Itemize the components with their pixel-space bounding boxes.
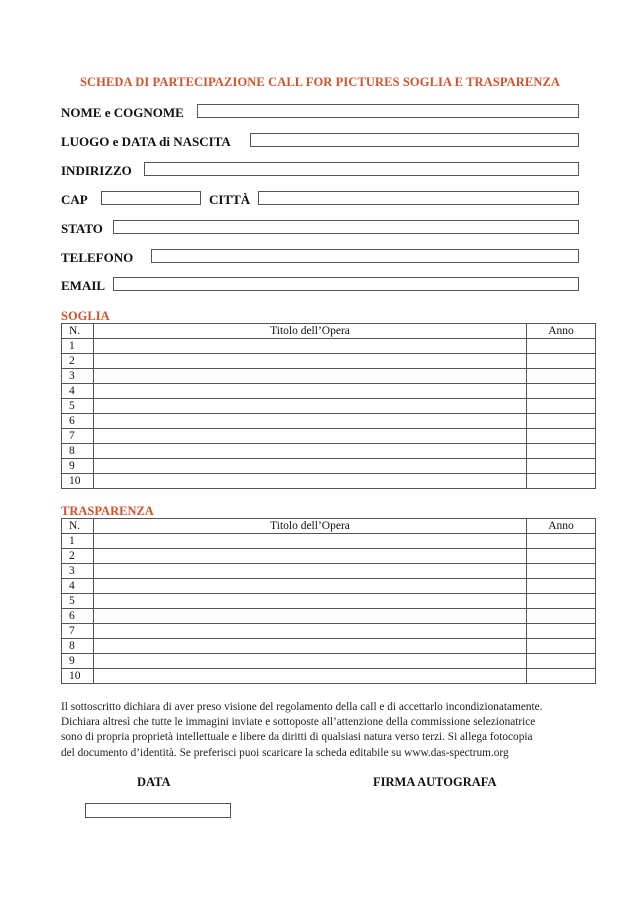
address-row — [61, 162, 579, 179]
year-cell[interactable] — [527, 594, 596, 609]
year-cell[interactable] — [527, 429, 596, 444]
title-cell[interactable] — [94, 594, 527, 609]
birth-row — [61, 133, 579, 150]
table-row — [62, 429, 596, 444]
title-cell[interactable] — [94, 579, 527, 594]
row-number: 10 — [62, 669, 94, 684]
row-number: 4 — [62, 384, 94, 399]
year-cell[interactable] — [527, 414, 596, 429]
phone-input[interactable] — [151, 249, 579, 263]
state-input[interactable] — [113, 220, 579, 234]
address-input[interactable] — [144, 162, 579, 176]
address-label: INDIRIZZO — [61, 163, 132, 178]
row-number: 2 — [62, 549, 94, 564]
phone-row — [61, 249, 579, 266]
table-row — [62, 549, 596, 564]
title-cell[interactable] — [94, 429, 527, 444]
year-cell[interactable] — [527, 609, 596, 624]
year-cell[interactable] — [527, 549, 596, 564]
year-cell[interactable] — [527, 624, 596, 639]
state-label: STATO — [61, 221, 103, 236]
title-cell[interactable] — [94, 414, 527, 429]
title-cell[interactable] — [94, 339, 527, 354]
title-cell[interactable] — [94, 549, 527, 564]
row-number: 8 — [62, 639, 94, 654]
table-row — [62, 624, 596, 639]
row-number: 2 — [62, 354, 94, 369]
table-row — [62, 369, 596, 384]
year-cell[interactable] — [527, 444, 596, 459]
table-row — [62, 444, 596, 459]
row-number: 7 — [62, 429, 94, 444]
table-row — [62, 399, 596, 414]
year-cell[interactable] — [527, 639, 596, 654]
row-number: 6 — [62, 609, 94, 624]
table-row — [62, 639, 596, 654]
row-number: 4 — [62, 579, 94, 594]
title-cell[interactable] — [94, 369, 527, 384]
email-input[interactable] — [113, 277, 579, 291]
declaration-line: Dichiara altresì che tutte le immagini inviate e sottoposte all’attenzione della commissione selezionatrice — [61, 716, 536, 729]
year-cell[interactable] — [527, 339, 596, 354]
table-row — [62, 579, 596, 594]
row-number: 5 — [62, 594, 94, 609]
title-cell[interactable] — [94, 639, 527, 654]
title-cell[interactable] — [94, 444, 527, 459]
year-cell[interactable] — [527, 399, 596, 414]
trasparenza-heading: TRASPARENZA — [61, 504, 154, 518]
title-cell[interactable] — [94, 354, 527, 369]
table-row — [62, 669, 596, 684]
year-cell[interactable] — [527, 384, 596, 399]
column-header-title: Titolo dell’Opera — [94, 324, 527, 339]
declaration-line: del documento d’identità. Se preferisci puoi scaricare la scheda editabile su www.das-spectrum.org — [61, 746, 509, 759]
trasparenza-table — [61, 518, 596, 684]
table-header-row — [62, 519, 596, 534]
form-title: SCHEDA DI PARTECIPAZIONE CALL FOR PICTURES SOGLIA E TRASPARENZA — [79, 75, 561, 89]
title-cell[interactable] — [94, 624, 527, 639]
email-label: EMAIL — [61, 278, 106, 293]
title-cell[interactable] — [94, 669, 527, 684]
column-header-year: Anno — [527, 324, 596, 339]
row-number: 9 — [62, 459, 94, 474]
cap-city-row — [61, 191, 579, 208]
city-input[interactable] — [258, 191, 579, 205]
birth-input[interactable] — [250, 133, 579, 147]
city-label: CITTÀ — [209, 192, 251, 207]
column-header-year: Anno — [527, 519, 596, 534]
column-header-number: N. — [62, 324, 94, 339]
date-label: DATA — [137, 775, 171, 789]
table-row — [62, 354, 596, 369]
row-number: 1 — [62, 534, 94, 549]
row-number: 8 — [62, 444, 94, 459]
signature-label: FIRMA AUTOGRAFA — [373, 775, 497, 789]
year-cell[interactable] — [527, 354, 596, 369]
year-cell[interactable] — [527, 669, 596, 684]
name-row — [61, 104, 579, 121]
table-row — [62, 609, 596, 624]
declaration-text — [61, 700, 601, 761]
declaration-line: sono di propria proprietà intellettuale e libere da diritti di qualsiasi natura verso terzi. Si allega fotocopia — [61, 731, 533, 744]
title-cell[interactable] — [94, 564, 527, 579]
row-number: 9 — [62, 654, 94, 669]
name-input[interactable] — [197, 104, 579, 118]
year-cell[interactable] — [527, 459, 596, 474]
title-cell[interactable] — [94, 654, 527, 669]
row-number: 3 — [62, 564, 94, 579]
table-row — [62, 654, 596, 669]
title-cell[interactable] — [94, 384, 527, 399]
table-row — [62, 594, 596, 609]
state-row — [61, 220, 579, 237]
row-number: 7 — [62, 624, 94, 639]
date-input[interactable] — [85, 803, 231, 818]
declaration-line: Il sottoscritto dichiara di aver preso visione del regolamento della call e di accettarlo incondizionatamente. — [61, 701, 543, 713]
table-row — [62, 459, 596, 474]
title-cell[interactable] — [94, 459, 527, 474]
year-cell[interactable] — [527, 474, 596, 489]
phone-label: TELEFONO — [61, 250, 134, 265]
email-row — [61, 277, 579, 294]
year-cell[interactable] — [527, 579, 596, 594]
soglia-heading: SOGLIA — [61, 309, 110, 323]
table-row — [62, 414, 596, 429]
table-header-row — [62, 324, 596, 339]
year-cell[interactable] — [527, 534, 596, 549]
cap-input[interactable] — [101, 191, 201, 205]
title-cell[interactable] — [94, 609, 527, 624]
year-cell[interactable] — [527, 654, 596, 669]
table-row — [62, 534, 596, 549]
name-label: NOME e COGNOME — [61, 105, 184, 120]
year-cell[interactable] — [527, 369, 596, 384]
table-row — [62, 474, 596, 489]
row-number: 3 — [62, 369, 94, 384]
row-number: 6 — [62, 414, 94, 429]
title-cell[interactable] — [94, 399, 527, 414]
row-number: 5 — [62, 399, 94, 414]
table-row — [62, 564, 596, 579]
year-cell[interactable] — [527, 564, 596, 579]
title-cell[interactable] — [94, 534, 527, 549]
table-row — [62, 384, 596, 399]
birth-label: LUOGO e DATA di NASCITA — [61, 134, 231, 149]
cap-label: CAP — [61, 192, 88, 207]
soglia-table — [61, 323, 596, 489]
title-cell[interactable] — [94, 474, 527, 489]
row-number: 1 — [62, 339, 94, 354]
table-row — [62, 339, 596, 354]
column-header-title: Titolo dell’Opera — [94, 519, 527, 534]
column-header-number: N. — [62, 519, 94, 534]
row-number: 10 — [62, 474, 94, 489]
